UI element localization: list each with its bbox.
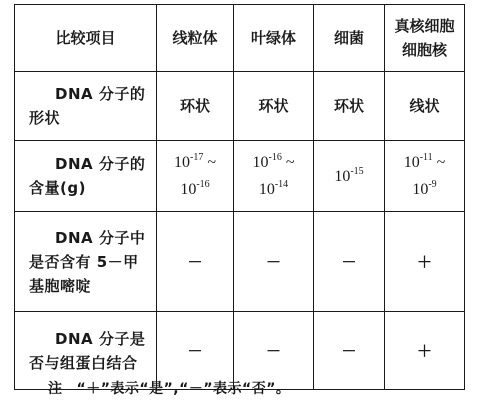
header-row bbox=[15, 5, 465, 72]
header-mitochondria: 线粒体 bbox=[157, 5, 234, 72]
amount-chloroplast-bottom: $10^{-14}$ bbox=[258, 179, 289, 198]
table-note bbox=[48, 378, 290, 398]
row-label-shape bbox=[15, 72, 157, 141]
cell-histone-nucleus: ＋ bbox=[385, 312, 465, 390]
amount-chloroplast-top: $10^{-16}$ ~ bbox=[252, 152, 295, 171]
amount-mitochondria-top: $10^{-17}$ ~ bbox=[174, 152, 216, 171]
cell-shape-bacteria: 环状 bbox=[314, 72, 385, 141]
cell-amount-chloroplast bbox=[234, 141, 314, 212]
table-row-amount bbox=[15, 141, 465, 212]
row-label-amount-line2: 含量(g) bbox=[29, 179, 86, 197]
header-chloroplast: 叶绿体 bbox=[234, 5, 314, 72]
row-label-histone-line1: DNA 分子是 bbox=[55, 329, 146, 348]
cell-methyl-mitochondria: － bbox=[157, 212, 234, 312]
row-label-shape-line1: DNA 分子的 bbox=[55, 85, 146, 103]
cell-shape-chloroplast: 环状 bbox=[234, 72, 314, 141]
cell-shape-nucleus: 线状 bbox=[385, 72, 465, 141]
cell-histone-bacteria: － bbox=[314, 312, 385, 390]
amount-nucleus-top: $10^{-11}$ ~ bbox=[403, 152, 446, 171]
row-label-shape-line2: 形状 bbox=[29, 109, 61, 127]
comparison-table bbox=[14, 4, 465, 390]
row-label-histone-line2: 否与组蛋白结合 bbox=[29, 353, 138, 372]
table-row-methylcytosine bbox=[15, 212, 465, 312]
header-eukaryotic-nucleus-line2: 细胞核 bbox=[401, 41, 447, 59]
table-row-shape bbox=[15, 72, 465, 141]
cell-amount-mitochondria bbox=[157, 141, 234, 212]
row-label-methylcytosine-line2: 是否含有 5－甲 bbox=[29, 252, 139, 271]
header-eukaryotic-nucleus-line1: 真核细胞 bbox=[394, 17, 455, 35]
row-label-methylcytosine bbox=[15, 212, 157, 312]
amount-mitochondria-bottom: $10^{-16}$ bbox=[180, 179, 210, 198]
amount-bacteria-value: $10^{-15}$ bbox=[334, 165, 364, 185]
cell-methyl-nucleus: ＋ bbox=[385, 212, 465, 312]
header-compare-items: 比较项目 bbox=[15, 5, 157, 72]
note-tag: 注 bbox=[48, 381, 63, 397]
cell-methyl-chloroplast: － bbox=[234, 212, 314, 312]
cell-amount-nucleus bbox=[385, 141, 465, 212]
row-label-amount bbox=[15, 141, 157, 212]
header-bacteria: 细菌 bbox=[314, 5, 385, 72]
amount-nucleus-bottom: $10^{-9}$ bbox=[412, 179, 437, 198]
cell-amount-bacteria bbox=[314, 141, 385, 212]
row-label-methylcytosine-line3: 基胞嘧啶 bbox=[29, 276, 92, 295]
cell-methyl-bacteria: － bbox=[314, 212, 385, 312]
note-text: “＋”表示“是”,“－”表示“否”。 bbox=[76, 381, 291, 397]
cell-shape-mitochondria: 环状 bbox=[157, 72, 234, 141]
cell-histone-mitochondria: － bbox=[157, 312, 234, 390]
header-eukaryotic-nucleus bbox=[385, 5, 465, 72]
cell-histone-chloroplast: － bbox=[234, 312, 314, 390]
row-label-amount-line1: DNA 分子的 bbox=[55, 155, 146, 173]
row-label-methylcytosine-line1: DNA 分子中 bbox=[55, 228, 146, 247]
